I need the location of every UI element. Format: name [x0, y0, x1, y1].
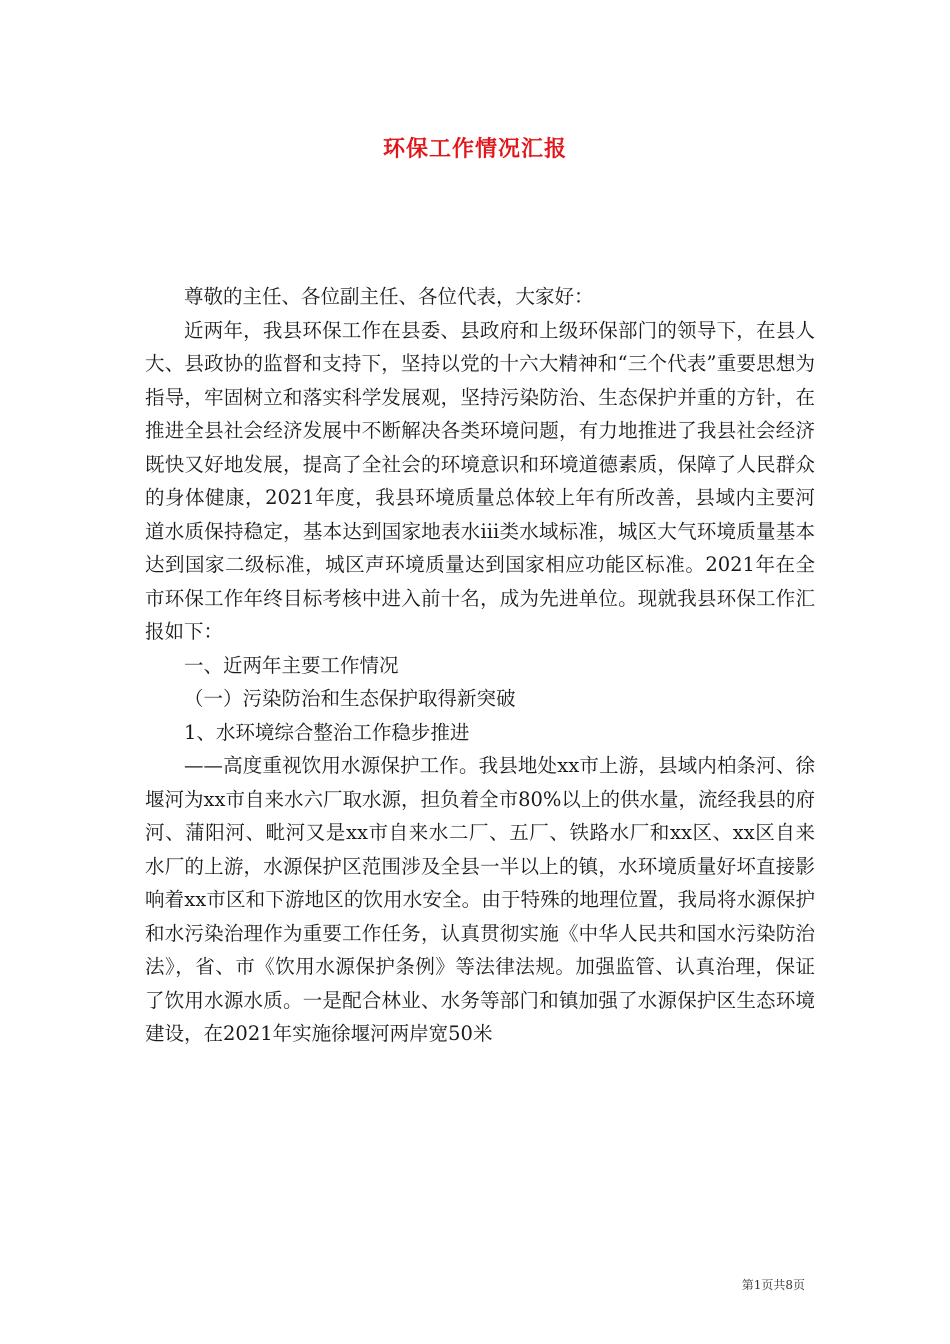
section-heading: 一、近两年主要工作情况 [184, 653, 399, 677]
intro-paragraph: 近两年，我县环保工作在县委、县政府和上级环保部门的领导下，在县人大、县政协的监督和支持下，坚持以党的十六大精神和“三个代表”重要思想为指导，牢固树立和落实科学发展观，坚持污染防治、生态保护并重的方针，在推进全县社会经济发展中不断解决各类环境问题，有力地推进了我县社会经济既快又好地发展，提高了全社会的环境意识和环境道德素质，保障了人民群众的身体健康，2021年度，我县环境质量总体较上年有所改善，县域内主要河道水质保持稳定，基本达到国家地表水iii类水域标准，城区大气环境质量基本达到国家二级标准，城区声环境质量达到国家相应功能区标准。2021年在全市环保工作年终目标考核中进入前十名，成为先进单位。现就我县环保工作汇报如下： [145, 318, 815, 643]
document-title: 环保工作情况汇报 [382, 136, 567, 162]
subsection-heading: （一）污染防治和生态保护取得新突破 [184, 687, 516, 710]
salutation-paragraph: 尊敬的主任、各位副主任、各位代表，大家好： [184, 285, 594, 308]
item-heading: 1、水环境综合整治工作稳步推进 [184, 720, 470, 744]
page-number: 第1页共8页 [741, 1278, 805, 1292]
document-body [145, 280, 815, 1051]
water-source-paragraph: ——高度重视饮用水源保护工作。我县地处xx市上游，县域内柏条河、徐堰河为xx市自来水六厂取水源，担负着全市80%以上的供水量，流经我县的府河、蒲阳河、毗河又是xx市自来水二厂、五厂、铁路水厂和xx区、xx区自来水厂的上游，水源保护区范围涉及全县一半以上的镇，水环境质量好坏直接影响着xx市区和下游地区的饮用水安全。由于特殊的地理位置，我局将水源保护和水污染治理作为重要工作任务，认真贯彻实施《中华人民共和国水污染防治法》，省、市《饮用水源保护条例》等法律法规。加强监管、认真治理，保证了饮用水源水质。一是配合林业、水务等部门和镇加强了水源保护区生态环境建设，在2021年实施徐堰河两岸宽50米 [145, 754, 815, 1045]
